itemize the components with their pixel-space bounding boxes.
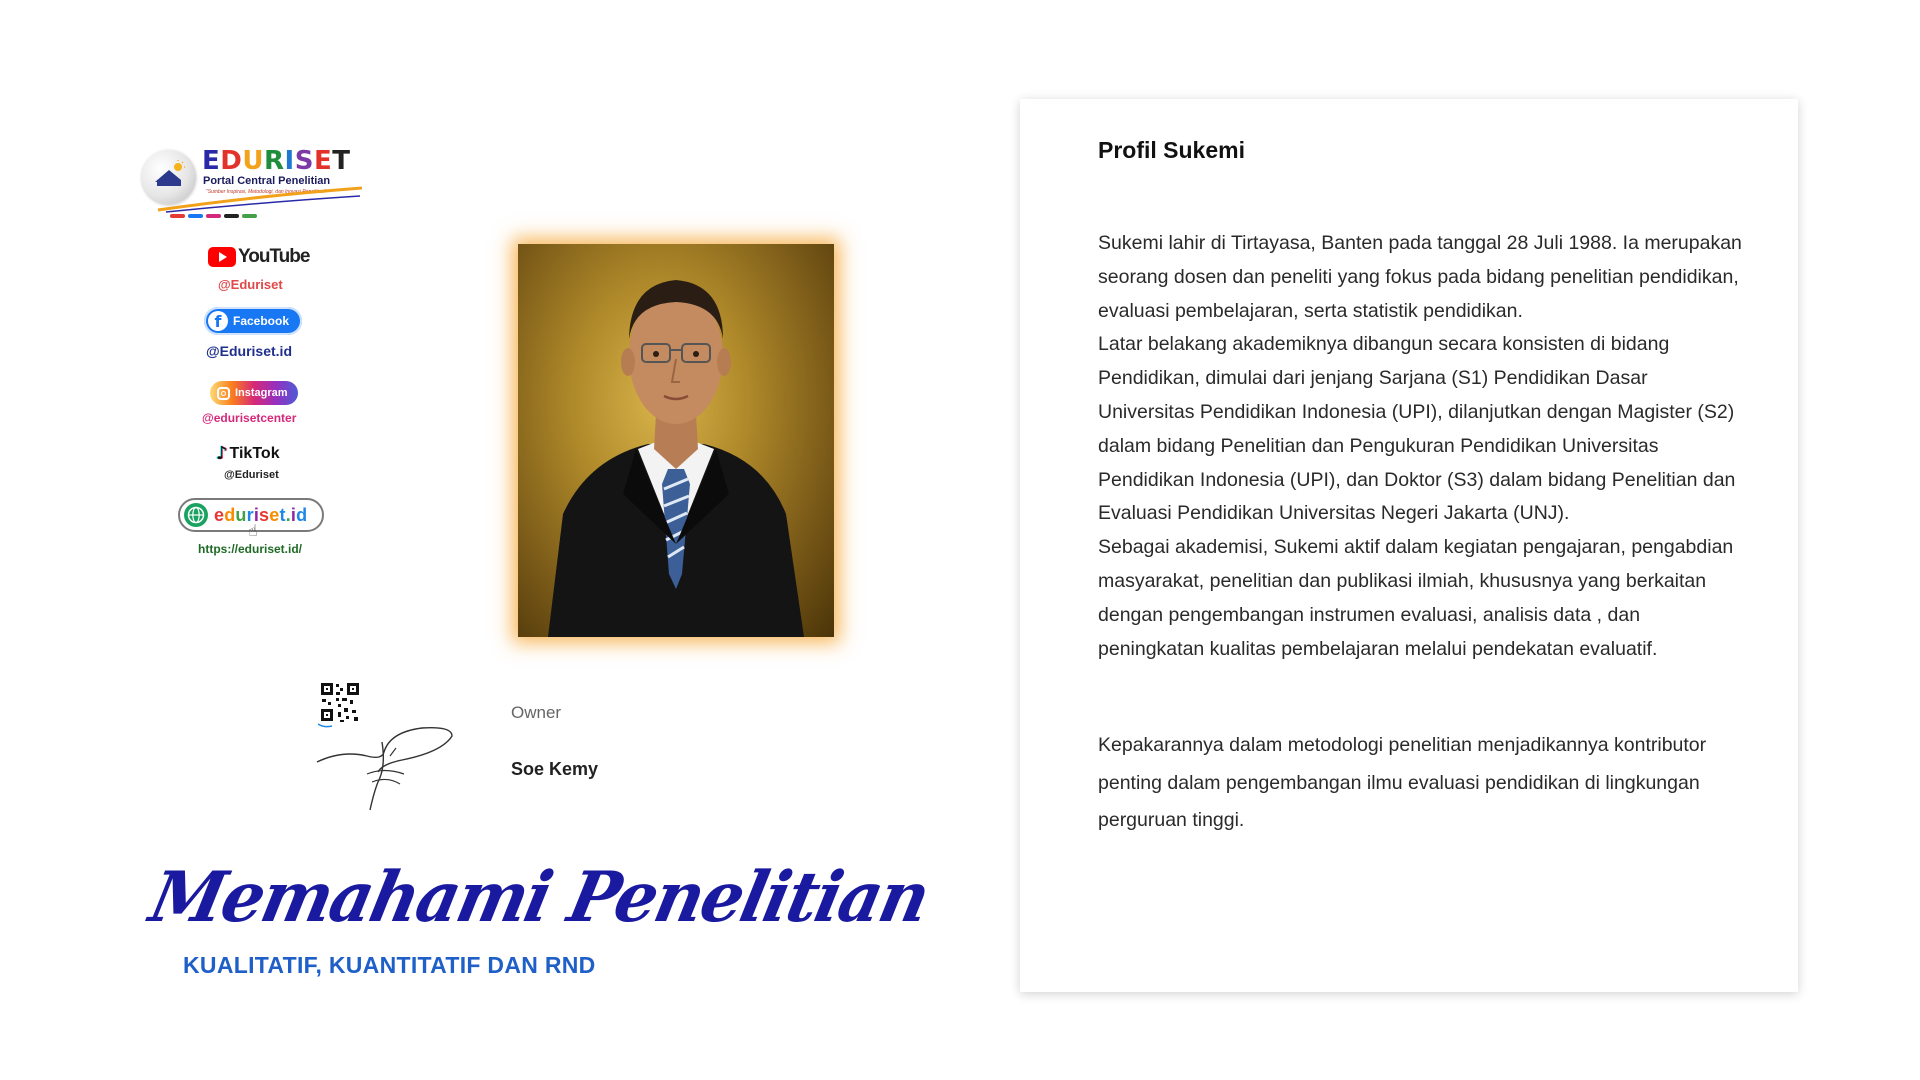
youtube-handle[interactable]: @Eduriset bbox=[218, 277, 283, 292]
brand-logo bbox=[142, 146, 362, 226]
profile-card bbox=[1020, 99, 1798, 992]
brand-tagline: "Sumber Inspirasi, Metodologi, dan Inovasi Penelitian" bbox=[206, 189, 327, 195]
website-url[interactable]: https://eduriset.id/ bbox=[198, 542, 303, 556]
headline-script: Memahami Penelitian bbox=[143, 856, 936, 938]
profile-photo bbox=[518, 244, 834, 637]
facebook-button[interactable] bbox=[204, 307, 302, 335]
profile-paragraph: Latar belakang akademiknya dibangun secara konsisten di bidang Pendidikan, dimulai dari jenjang Sarjana (S1) Pendidikan Dasar Universitas Pendidikan Indonesia (UPI), dilanjutkan dengan Magister (S2) dalam bidang Penelitian dan Pengukuran Pendidikan Universitas Pendidikan Indonesia (UPI), dan Doktor (S3) dalam bidang Penelitian dan Evaluasi Pendidikan Universitas Negeri Jakarta (UNJ). bbox=[1098, 333, 1736, 525]
profile-title: Profil Sukemi bbox=[1098, 137, 1245, 163]
instagram-handle[interactable]: @edurisetcenter bbox=[202, 411, 297, 425]
brand-name: EDURISET bbox=[202, 146, 351, 176]
brand-subtitle: Portal Central Penelitian bbox=[203, 175, 331, 187]
youtube-wordmark: YouTube bbox=[238, 246, 310, 267]
owner-label: Owner bbox=[511, 703, 562, 722]
tiktok-wordmark: TikTok bbox=[229, 444, 280, 462]
instagram-label: Instagram bbox=[235, 387, 288, 399]
facebook-label: Facebook bbox=[233, 314, 290, 328]
website-label: eduriset.id bbox=[214, 504, 308, 525]
brand-mini-icons bbox=[170, 214, 257, 218]
profile-body bbox=[1098, 227, 1748, 840]
tiktok-handle[interactable]: @Eduriset bbox=[224, 469, 279, 481]
profile-paragraph: Kepakarannya dalam metodologi penelitian menjadikannya kontributor penting dalam pengembangan ilmu evaluasi pendidikan di lingkungan perguruan tinggi. bbox=[1098, 734, 1707, 832]
instagram-button[interactable] bbox=[210, 381, 298, 405]
tiktok-link[interactable] bbox=[216, 443, 280, 464]
profile-paragraph: Sebagai akademisi, Sukemi aktif dalam kegiatan pengajaran, pengabdian masyarakat, penelitian dan publikasi ilmiah, khususnya yang berkaitan dengan pengembangan instrumen evaluasi, analisis data , dan peningkatan kualitas pembelajaran melalui pendekatan evaluatif. bbox=[1098, 536, 1734, 660]
facebook-icon: f bbox=[208, 311, 228, 331]
headline-subtitle: KUALITATIF, KUANTITATIF DAN RND bbox=[183, 952, 596, 978]
instagram-icon bbox=[217, 387, 230, 400]
youtube-icon bbox=[208, 247, 236, 267]
pointer-hand-icon: ☝ bbox=[248, 521, 258, 540]
web-globe-icon bbox=[184, 503, 208, 527]
signature bbox=[312, 712, 462, 812]
owner-name: Soe Kemy bbox=[511, 759, 599, 779]
youtube-link[interactable] bbox=[208, 246, 309, 268]
facebook-handle[interactable]: @Eduriset.id bbox=[206, 343, 292, 359]
profile-paragraph: Sukemi lahir di Tirtayasa, Banten pada tanggal 28 Juli 1988. Ia merupakan seorang dosen dan peneliti yang fokus pada bidang penelitian pendidikan, evaluasi pembelajaran, serta statistik pendidikan. bbox=[1098, 232, 1742, 322]
brand-swoosh bbox=[156, 186, 366, 216]
tiktok-icon: ♪ bbox=[216, 443, 228, 464]
